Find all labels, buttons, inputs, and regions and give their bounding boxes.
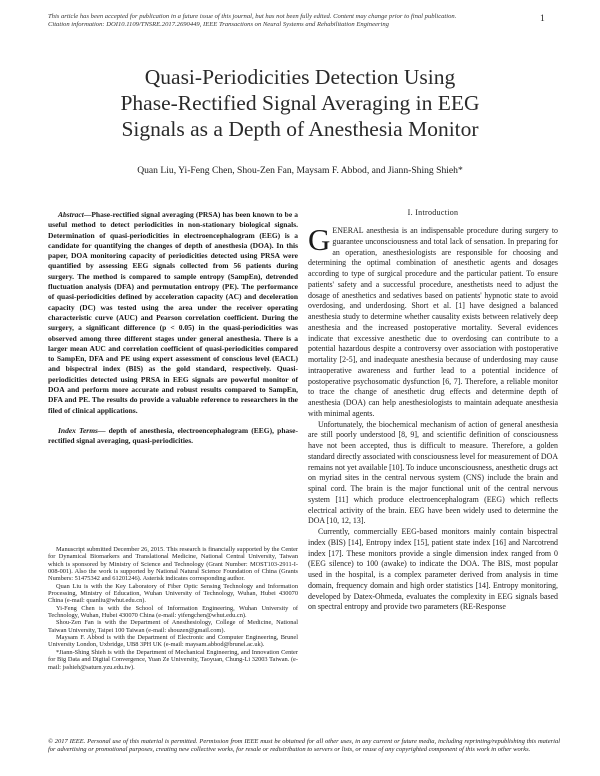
footnote-author: Quan Liu is with the Key Laboratory of Fiber Optic Sensing Technology and Information Processing, Ministry of Education, Wuhan University of Technology, Wuhan, Hubei 430070 China (e-mail: quanliu@whut.edu.cn). <box>48 582 298 605</box>
footnote-author: *Jiann-Shing Shieh is with the Department of Mechanical Engineering, and Innovation Center for Big Data and Digital Convergence, Yuan Ze University, Taoyuan, Chung-Li 32003 Taiwan. (e-mail: jsshieh@saturn.yzu.edu.tw). <box>48 648 298 671</box>
abstract-label: Abstract <box>58 210 84 219</box>
footnote-manuscript: Manuscript submitted December 26, 2015. This research is financially supported by the Center for Dynamical Biomarkers and Translational Medicine, National Central University, Taiwan which is sponsored by Ministry of Science and Technology (Grant Number: MOST103-2911-I-008-001). Also the work is supported by National Natural Science Foundation of China (Grants Numbers: 51475342 and 61201246). Asterisk indicates corresponding author. <box>48 546 298 583</box>
section-heading-introduction: I. Introduction <box>407 208 459 217</box>
notice-line-2: Citation information: DOI10.1109/TNSRE.2017.2690449, IEEE Transactions on Neural Systems and Rehabilitation Engineering <box>48 21 389 29</box>
author-list: Quan Liu, Yi-Feng Chen, Shou-Zen Fan, Maysam F. Abbod, and Jiann-Shing Shieh* <box>137 165 463 176</box>
index-terms-label: Index Terms <box>58 425 98 435</box>
copyright-notice: © 2017 IEEE. Personal use of this material is permitted. Permission from IEEE must be obtained for all other uses, in any current or future media, including reprinting/republishing this material for advertising or promotional purposes, creating new collective works, for resale or redistribution to servers or lists, or reuse of any copyrighted component of this work in other works. <box>48 738 560 753</box>
footnote-author: Shou-Zen Fan is with the Department of Anesthesiology, College of Medicine, National Taiwan University, Taipei 100 Taiwan (e-mail: shouzen@gmail.com). <box>48 619 298 634</box>
footnotes <box>48 546 298 671</box>
intro-paragraph: Unfortunately, the biochemical mechanism of action of general anesthesia are still poorly understood [8, 9], and scientific definition of consciousness have not been accepted, thus is difficult to measure. Therefore, a golden standard directly associated with consciousness level for measurement of DOA remains not yet available [10]. To induce unconsciousness, anesthetic drugs act on myriad sites in the central nervous system (CNS) include the brain and spinal cord. The brain is the major functional unit of the central nervous system [11] which produce electroencephalogram (EEG) which reflects electrical activity of the brain. EEG have been widely used to determine the DOA [10, 12, 13]. <box>308 419 559 526</box>
notice-line-1: This article has been accepted for publication in a future issue of this journal, but has not been fully edited. Content may change prior to final publication. <box>48 13 457 20</box>
title-line-1: Quasi-Periodicities Detection Using <box>144 65 456 89</box>
page-number: 1 <box>540 14 545 24</box>
drop-cap: G <box>308 222 331 257</box>
intro-paragraph-text: ENERAL anesthesia is an indispensable procedure during surgery to guarantee unconsciousness and total lack of sensation. In preparing for an operation, anesthesiologists are responsible for choosing and determining the optimal combination of anesthetic agents and dosages according to type of surgical procedure and the particular patient. To ensure patients' safety and a successful procedure, anesthetists need to adjust the dosage of anesthetics and sedatives based on patients' hypnotic state to avoid overdosing, and underdosing. Short et al. [1] have designed a balanced anesthesia study to determine whether causality exists between relatively deep anesthesia and the increased postoperative mortality. Several evidences indicate that excessive anesthetic due to overdosing can contribute to a potential hazardous despite a controversy over association with postoperative mortality [2-5], and inadequate anesthesia because of underdosing may cause intraoperative awareness and further lead to a potential incidence of postoperative psychosomatic dysfunction [6, 7]. Therefore, a reliable monitor to trace the change of anesthetic drug effects and determine depth of anesthesia (DOA) can help anesthesiologists to maintain adequate anesthesia with minimal agents. <box>308 226 558 418</box>
publication-notice <box>48 13 528 30</box>
right-column <box>308 208 558 613</box>
footnote-author: Yi-Feng Chen is with the School of Information Engineering, Wuhan University of Technology, Wuhan, Hubei 430070 China (e-mail: yifengchen@whut.edu.cn). <box>48 604 298 620</box>
abstract <box>48 210 298 416</box>
abstract-text: —Phase-rectified signal averaging (PRSA) has been known to be a useful method to detect periodicities in non-stationary biological signals. Determination of quasi-periodicities in electroencephalogram (EEG) is a candidate for quantifying the changes of depth of anesthesia (DOA). In this paper, DOA monitoring capacity of periodicities detected using PRSA were quantified by assessing EEG signals collected from 56 patients during surgery. The method is compared to sample entropy (SampEn), detrended fluctuation analysis (DFA) and permutation entropy (PE). The performance of quasi-periodicities defined by acceleration capacity (AC) and deceleration capacity (DC) was tested using the area under the receiver operating characteristic curve (AUC) and Pearson correlation coefficient. During the surgery, a significant difference (p < 0.05) in the quasi-periodicities was observed among three different stages under general anesthesia. There is a larger mean AUC and correlation coefficient of quasi-periodicities compared to SampEn, DFA and PE using expert assessment of conscious level (EACL) and bispectral index (BIS) as the gold standard, respectively. Quasi-periodicities detected using PRSA in EEG signals are powerful monitor of DOA and perform more accurate and robust results compared to SampEn, DFA and PE. The results do provide a valuable reference to researchers in the filed of clinical applications. <box>48 210 298 415</box>
index-terms-text: — depth of anesthesia, electroencephalogram (EEG), phase-rectified signal averaging, quasi-periodicities. <box>48 425 298 446</box>
footnote-author: Maysam F. Abbod is with the Department of Electronic and Computer Engineering, Brunel University London, Uxbridge, UB8 3PH UK (e-mail: maysam.abbod@brunel.ac.uk). <box>48 634 298 649</box>
title-line-3: Signals as a Depth of Anesthesia Monitor <box>121 117 479 141</box>
paper-title <box>60 64 540 142</box>
intro-paragraph <box>308 222 558 420</box>
left-column <box>48 210 298 447</box>
index-terms <box>48 426 298 447</box>
title-line-2: Phase-Rectified Signal Averaging in EEG <box>120 91 480 115</box>
intro-paragraph: Currently, commercially EEG-based monitors mainly contain bispectral index (BIS) [14], Entropy index [15], patient state index [16] and Narcotrend index [17]. These monitors provide a single dimension index ranged from 0 (EEG silence) to 100 (awake) to indicate the DOA. The BIS, most popular used in the hospital, is a complex parameter derived from analysis in time domain, frequency domain and high order statistics [14]. Entropy monitoring, developed by Datex-Ohmeda, evaluates the complexity in EEG signals based on spectral entropy and provide two parameters (RE-Response <box>308 527 558 612</box>
